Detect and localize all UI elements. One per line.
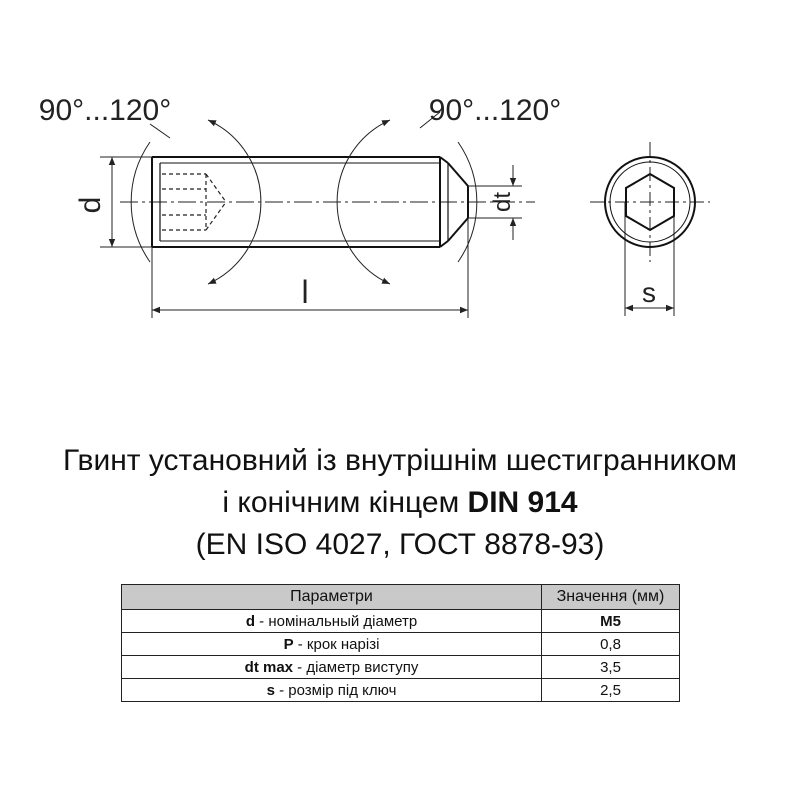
angle-label-right: 90°...120°: [428, 94, 562, 127]
product-title: [0, 440, 800, 566]
title-line-2: [0, 482, 800, 524]
table-header-row: [122, 585, 680, 610]
param-value: 2,5: [542, 679, 680, 702]
end-view: [590, 142, 710, 262]
param-description: - діаметр виступу: [293, 658, 419, 676]
title-line-1: Гвинт установний із внутрішнім шестигранником: [62, 444, 738, 477]
angle-label-left: 90°...120°: [38, 94, 172, 127]
param-description: - розмір під ключ: [274, 681, 397, 699]
title-line-3: (EN ISO 4027, ГОСТ 8878-93): [195, 528, 605, 561]
param-symbol: d: [245, 612, 255, 630]
dimension-l-label: l: [301, 274, 309, 310]
param-cell: [122, 656, 542, 679]
param-value: M5: [542, 610, 680, 633]
table-row: [122, 610, 680, 633]
dimension-s-label: s: [642, 277, 656, 308]
header-parameters: Параметри: [122, 585, 542, 610]
table-row: [122, 679, 680, 702]
param-cell: [122, 610, 542, 633]
param-symbol: P: [283, 635, 294, 653]
param-symbol: s: [266, 681, 275, 699]
param-value: 0,8: [542, 633, 680, 656]
parameters-table: [121, 584, 680, 702]
header-values: Значення (мм): [542, 585, 680, 610]
dimension-d-label: d: [74, 196, 107, 214]
title-standard: DIN 914: [467, 486, 578, 519]
extension-lines: [100, 157, 674, 318]
dimension-dt-label: dt: [489, 191, 516, 213]
param-value: 3,5: [542, 656, 680, 679]
param-description: - крок нарізі: [293, 635, 380, 653]
param-description: - номінальный діаметр: [254, 612, 418, 630]
param-symbol: dt max: [244, 658, 294, 676]
title-line-2-prefix: і конічним кінцем: [222, 486, 468, 519]
table-row: [122, 656, 680, 679]
param-cell: [122, 633, 542, 656]
param-cell: [122, 679, 542, 702]
table-row: [122, 633, 680, 656]
